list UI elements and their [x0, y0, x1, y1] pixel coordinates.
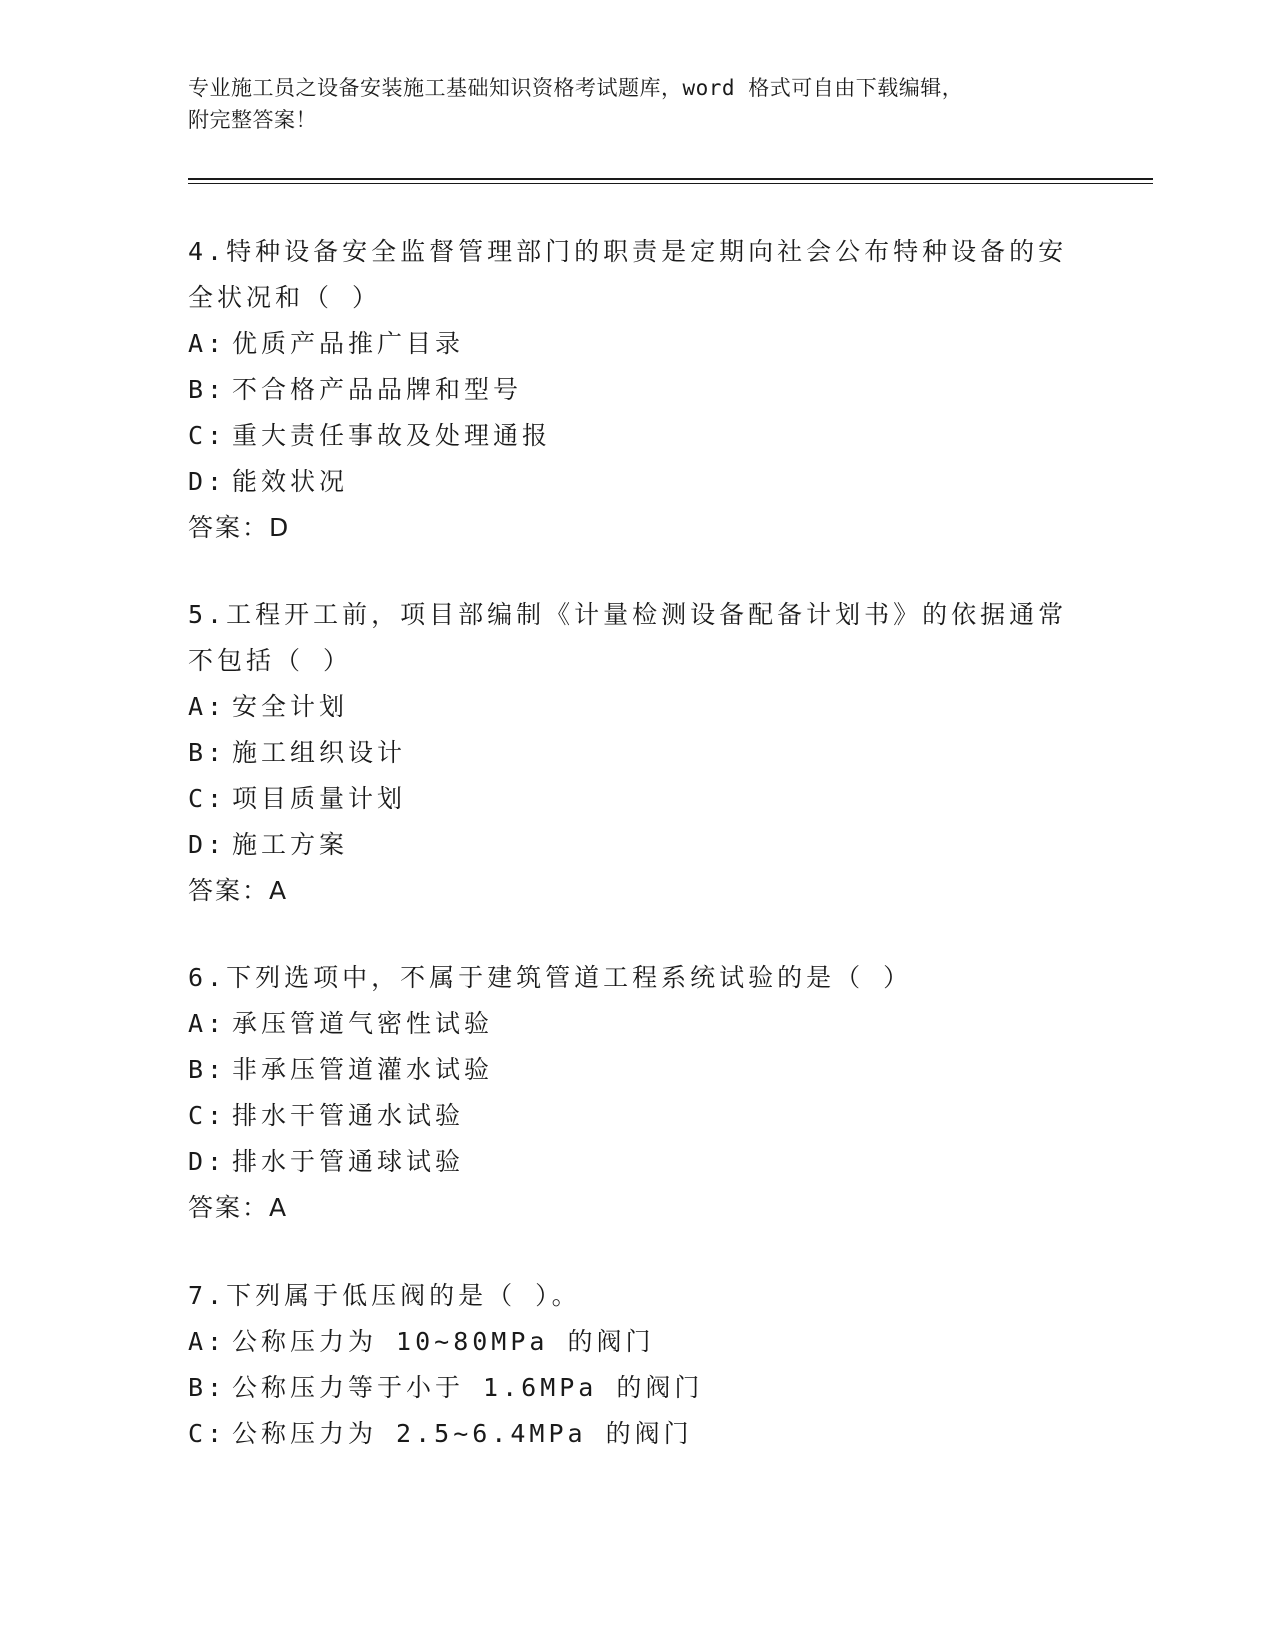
option-text: 排水干管通水试验: [232, 1101, 465, 1130]
option-a: [188, 1001, 1068, 1047]
option-text: 施工方案: [232, 830, 349, 859]
option-key: D:: [188, 467, 227, 496]
option-b: [188, 730, 1068, 776]
option-d: [188, 822, 1068, 868]
question-7: [188, 1273, 1068, 1457]
option-key: C:: [188, 1101, 227, 1130]
option-text: 公称压力为 2.5~6.4MPa 的阀门: [232, 1419, 693, 1448]
option-key: C:: [188, 421, 227, 450]
option-a: [188, 321, 1068, 367]
option-d: [188, 1139, 1068, 1185]
option-text: 公称压力为 10~80MPa 的阀门: [232, 1327, 655, 1356]
header-divider-thin: [188, 183, 1153, 184]
option-key: D:: [188, 830, 227, 859]
option-text: 排水于管通球试验: [232, 1147, 465, 1176]
question-4: [188, 229, 1068, 551]
option-text: 项目质量计划: [232, 784, 407, 813]
option-c: [188, 413, 1068, 459]
option-a: [188, 1319, 1068, 1365]
question-stem-line-1: 7.下列属于低压阀的是（ ）。: [188, 1281, 581, 1310]
question-stem-line-2: 不包括（ ）: [188, 646, 353, 675]
option-c: [188, 1411, 1068, 1457]
option-key: A:: [188, 692, 227, 721]
question-stem-line-1: 6.下列选项中，不属于建筑管道工程系统试验的是（ ）: [188, 963, 913, 992]
option-text: 承压管道气密性试验: [232, 1009, 494, 1038]
header-divider-thick: [188, 178, 1153, 180]
option-key: A:: [188, 329, 227, 358]
option-text: 公称压力等于小于 1.6MPa 的阀门: [232, 1373, 704, 1402]
header-line-2: 附完整答案！: [188, 108, 317, 132]
option-key: A:: [188, 1009, 227, 1038]
question-stem-line-1: 4.特种设备安全监督管理部门的职责是定期向社会公布特种设备的安: [188, 237, 1068, 266]
answer: 答案：D: [188, 513, 291, 542]
option-d: [188, 459, 1068, 505]
option-text: 优质产品推广目录: [232, 329, 465, 358]
question-stem-line-2: 全状况和（ ）: [188, 283, 382, 312]
option-text: 安全计划: [232, 692, 349, 721]
answer: 答案：A: [188, 1193, 289, 1222]
option-key: B:: [188, 738, 227, 767]
answer: 答案：A: [188, 876, 289, 905]
option-key: C:: [188, 1419, 227, 1448]
option-c: [188, 776, 1068, 822]
option-key: B:: [188, 375, 227, 404]
option-text: 重大责任事故及处理通报: [232, 421, 552, 450]
option-a: [188, 684, 1068, 730]
question-stem-line-1: 5.工程开工前，项目部编制《计量检测设备配备计划书》的依据通常: [188, 600, 1068, 629]
option-text: 施工组织设计: [232, 738, 407, 767]
document-header: [188, 72, 1148, 136]
question-5: [188, 592, 1068, 914]
option-key: A:: [188, 1327, 227, 1356]
option-b: [188, 1365, 1068, 1411]
option-c: [188, 1093, 1068, 1139]
header-line-1: 专业施工员之设备安装施工基础知识资格考试题库，word 格式可自由下载编辑，: [188, 76, 964, 100]
option-text: 不合格产品品牌和型号: [232, 375, 523, 404]
question-6: [188, 955, 1068, 1231]
option-text: 能效状况: [232, 467, 349, 496]
option-b: [188, 1047, 1068, 1093]
option-key: B:: [188, 1373, 227, 1402]
option-b: [188, 367, 1068, 413]
option-text: 非承压管道灌水试验: [232, 1055, 494, 1084]
option-key: D:: [188, 1147, 227, 1176]
option-key: C:: [188, 784, 227, 813]
option-key: B:: [188, 1055, 227, 1084]
